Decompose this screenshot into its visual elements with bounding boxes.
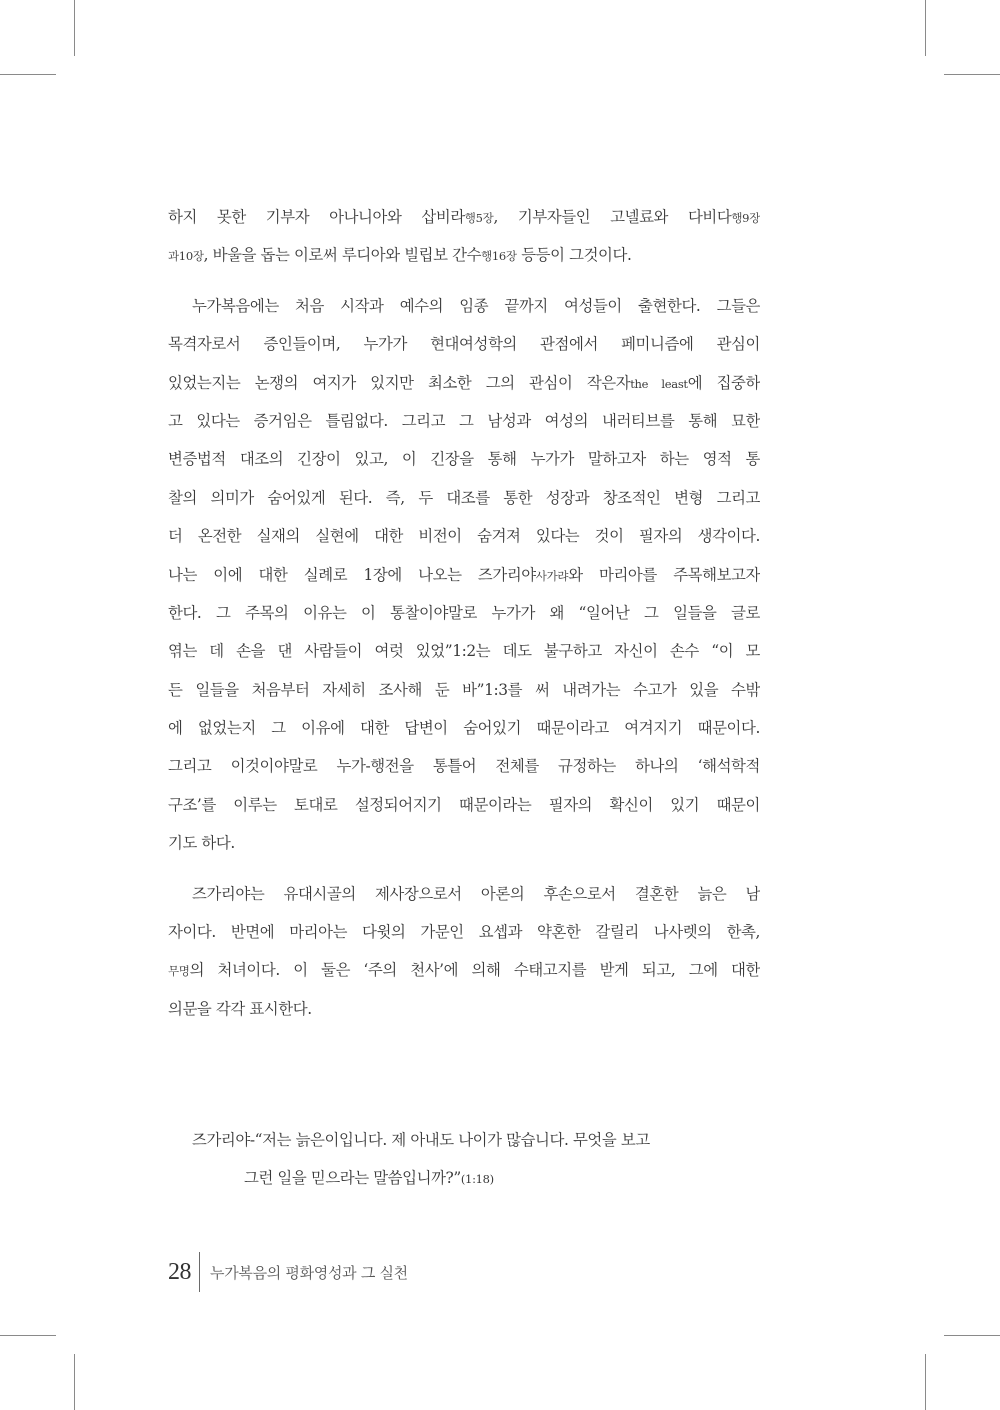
text-line (168, 747, 760, 785)
chapter-ref: 행9장 (731, 211, 760, 225)
text-line (168, 990, 760, 1028)
text-run: 기도 하다. (168, 834, 235, 853)
text-line (168, 556, 760, 594)
gloss: 사가랴 (535, 568, 569, 583)
text-run: 엮는 데 손을 댄 사람들이 여럿 있었”1:2는 데도 불구하고 자신이 손수 “이 모 (168, 642, 760, 661)
footer-divider (199, 1252, 200, 1292)
block-quote (192, 1121, 762, 1198)
text-run: 목격자로서 증인들이며, 누가가 현대여성학의 관점에서 페미니즘에 관심이 (168, 335, 760, 354)
text-line (168, 364, 760, 402)
text-line (168, 236, 760, 274)
body-text (168, 198, 760, 1028)
text-line (168, 671, 760, 709)
text-run: 찰의 의미가 숨어있게 된다. 즉, 두 대조를 통한 성장과 창조적인 변형 그리고 (168, 488, 760, 507)
chapter-ref: 행5장 (464, 211, 494, 225)
page-footer (168, 1252, 408, 1292)
text-line (168, 786, 760, 824)
text-run: 나는 이에 대한 실례로 1장에 나오는 즈가리야 (168, 565, 536, 584)
text-run: 하지 못한 기부자 아나니아와 삽비라 (168, 208, 465, 226)
text-run: 더 온전한 실재의 실현에 대한 비전이 숨겨져 있다는 것이 필자의 생각이다. (168, 527, 760, 546)
text-line (168, 951, 760, 989)
text-line (168, 440, 760, 478)
gloss: 무명 (168, 964, 190, 979)
chapter-ref: 행16장 (481, 249, 517, 264)
crop-mark-top-right-h (944, 74, 1000, 75)
text-run: 에 집중하 (687, 373, 760, 392)
text-run: 그런 일을 믿으라는 말씀입니까?” (244, 1169, 461, 1187)
text-run: 에 없었는지 그 이유에 대한 답변이 숨어있기 때문이라고 여겨지기 때문이다. (168, 719, 760, 738)
text-run: 한다. 그 주목의 이유는 이 통찰이야말로 누가가 왜 “일어난 그 일들을 글로 (168, 603, 760, 622)
text-run: 즈가리야는 유대시골의 제사장으로서 아론의 후손으로서 결혼한 늙은 남 (192, 884, 760, 903)
text-run: , 기부자들인 고넬료와 다비다 (493, 208, 732, 226)
text-line (168, 517, 760, 555)
text-run: 구조’를 이루는 토대로 설정되어지기 때문이라는 필자의 확신이 있기 때문이 (168, 795, 760, 814)
text-line (168, 594, 760, 632)
page-number: 28 (168, 1258, 191, 1285)
text-run: 든 일들을 처음부터 자세히 조사해 둔 바”1:3를 써 내려가는 수고가 있을 수밖 (168, 680, 760, 699)
gloss: the least (630, 376, 688, 391)
quote-line: 즈가리야-“저는 늙은이입니다. 제 아내도 나이가 많습니다. 무엇을 보고 (192, 1131, 650, 1149)
text-line (168, 325, 760, 363)
text-line (168, 632, 760, 670)
text-run: 와 마리아를 주목해보고자 (568, 565, 760, 584)
crop-mark-bottom-right-h (944, 1335, 1000, 1336)
verse-ref: (1:18) (460, 1172, 494, 1186)
text-line (168, 287, 760, 325)
text-run: 자이다. 반면에 마리아는 다윗의 가문인 요셉과 약혼한 갈릴리 나사렛의 한촉, (168, 923, 760, 942)
running-title: 누가복음의 평화영성과 그 실천 (210, 1263, 408, 1282)
crop-mark-top-left-h (0, 74, 56, 75)
text-line (168, 913, 760, 951)
text-run: 고 있다는 증거임은 틀림없다. 그리고 그 남성과 여성의 내러티브를 통해 묘한 (168, 411, 760, 430)
text-run: 그리고 이것이야말로 누가-행전을 통틀어 전체를 규정하는 하나의 ‘해석학적 (168, 757, 760, 776)
crop-mark-bottom-right (925, 1354, 926, 1410)
text-line (168, 402, 760, 440)
text-run: 변증법적 대조의 긴장이 있고, 이 긴장을 통해 누가가 말하고자 하는 영적 통 (168, 450, 760, 469)
text-line (168, 479, 760, 517)
text-line (168, 709, 760, 747)
text-run: 의문을 각각 표시한다. (168, 999, 312, 1018)
crop-mark-top-right (925, 0, 926, 56)
text-line (168, 824, 760, 862)
quote-line (192, 1159, 762, 1198)
text-run: 있었는지는 논쟁의 여지가 있지만 최소한 그의 관심이 작은자 (168, 373, 631, 392)
crop-mark-bottom-left (74, 1354, 75, 1410)
crop-mark-top-left (74, 0, 75, 56)
text-run: 의 처녀이다. 이 둘은 ‘주의 천사’에 의해 수태고지를 받게 되고, 그에 대한 (189, 961, 760, 980)
text-run: 등등이 그것이다. (516, 246, 632, 265)
text-run: 누가복음에는 처음 시작과 예수의 임종 끝까지 여성들이 출현한다. 그들은 (192, 296, 760, 315)
text-run: , 바울을 돕는 이로써 루디아와 빌립보 간수 (203, 246, 482, 265)
crop-mark-bottom-left-h (0, 1335, 56, 1336)
chapter-ref: 과10장 (168, 249, 204, 264)
text-line (168, 875, 760, 913)
text-line (168, 198, 760, 236)
